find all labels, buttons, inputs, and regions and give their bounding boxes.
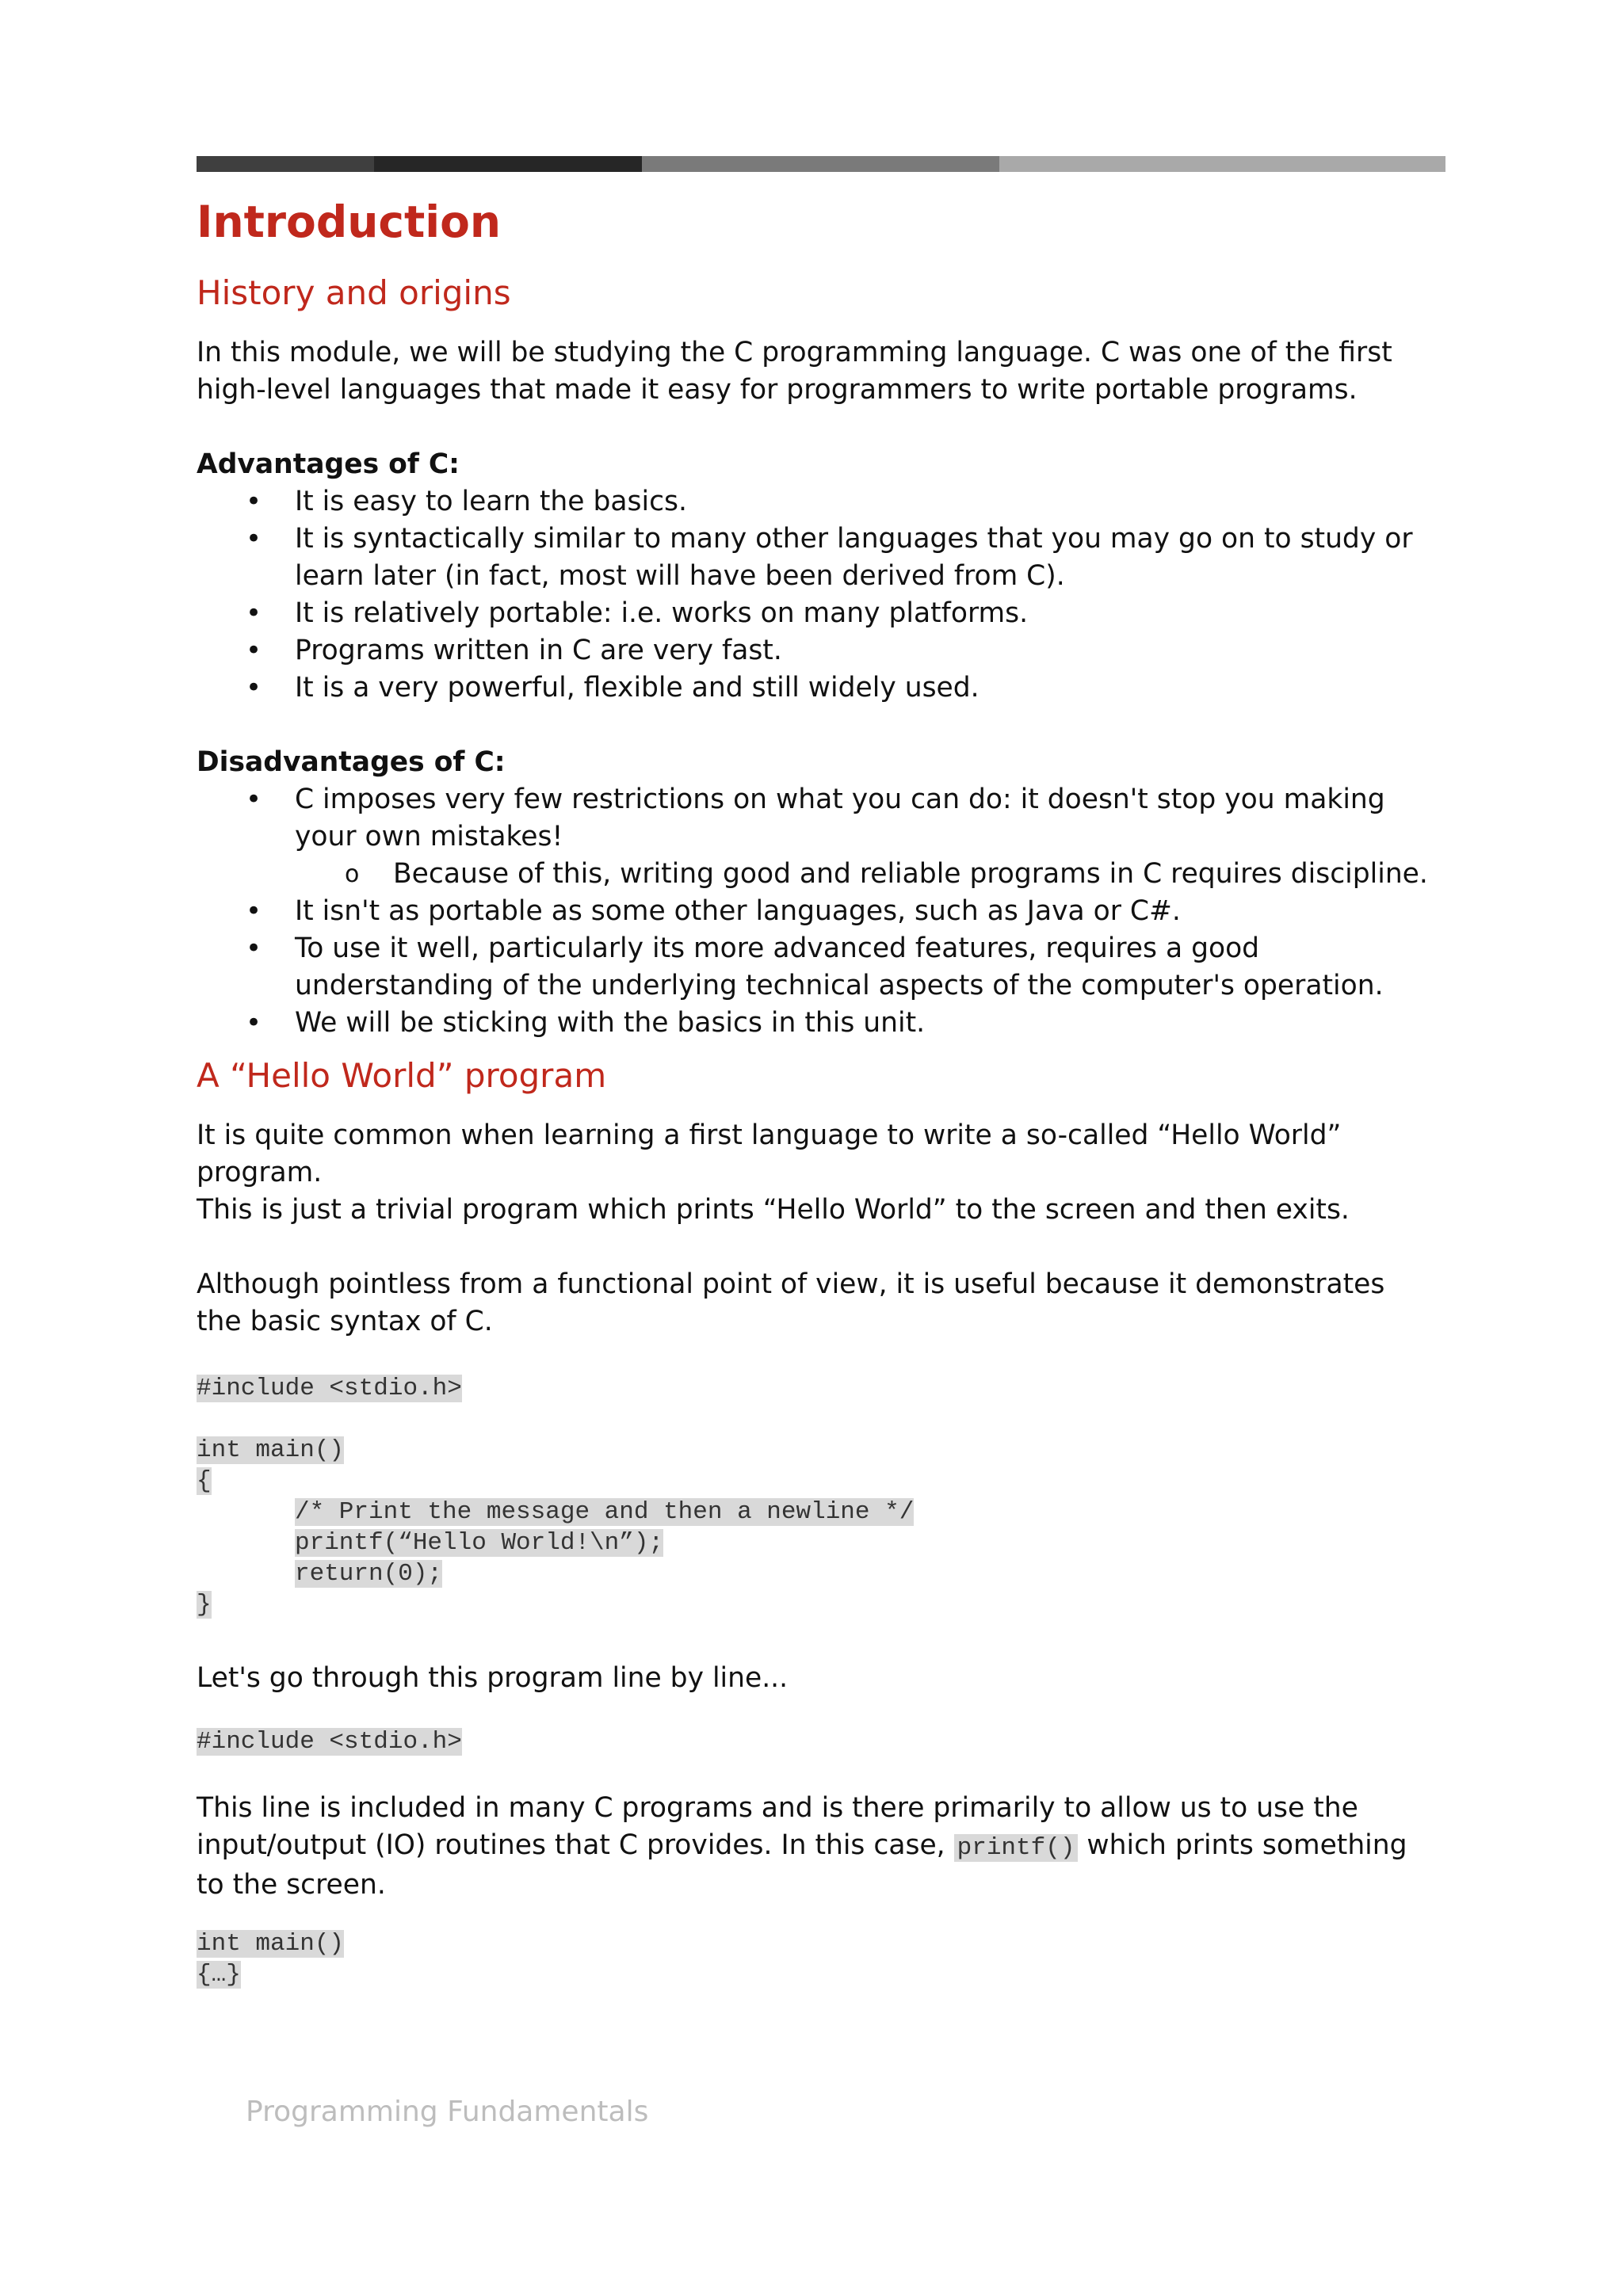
code-line: }	[197, 1591, 212, 1619]
code-line: int main()	[197, 1436, 345, 1464]
code-block-include	[197, 1373, 462, 1404]
header-decoration-bar	[197, 156, 1445, 172]
disadvantages-list	[197, 781, 1433, 1042]
code-line: #include <stdio.h>	[197, 1375, 462, 1402]
code-block-include-repeat	[197, 1726, 462, 1757]
list-item: • It is syntactically similar to many other languages that you may go on to study or learn later (in fact, most will have been derived from C).	[197, 521, 1433, 595]
hello-paragraph-2: This is just a trivial program which prints “Hello World” to the screen and then exits.	[197, 1194, 1350, 1226]
list-item: • Programs written in C are very fast.	[197, 632, 1433, 669]
advantages-label: Advantages of C:	[197, 448, 460, 480]
list-item: • It is a very powerful, flexible and still widely used.	[197, 669, 1433, 707]
header-bar-segment	[197, 156, 374, 172]
include-explanation-text: This line is included in many C programs and is there primarily to allow us to use the input/output (IO) routines that C provides. In this case,	[197, 1792, 1358, 1861]
code-block-main-summary	[197, 1928, 344, 1990]
list-item: • It isn't as portable as some other languages, such as Java or C#.	[197, 893, 1433, 930]
code-line: #include <stdio.h>	[197, 1728, 462, 1756]
disadvantages-label: Disadvantages of C:	[197, 746, 506, 778]
list-item: • It is relatively portable: i.e. works on many platforms.	[197, 595, 1433, 632]
include-explanation-text: which prints something to the screen.	[197, 1829, 1407, 1901]
advantages-list	[197, 483, 1433, 707]
header-bar-segment	[374, 156, 642, 172]
hello-paragraph-3: Although pointless from a functional point of view, it is useful because it demonstrates the basic syntax of C.	[197, 1268, 1385, 1337]
page-footer: Programming Fundamentals	[246, 2096, 649, 2128]
page-title: Introduction	[197, 196, 502, 247]
sub-list-item: o Because of this, writing good and reliable programs in C requires discipline.	[197, 856, 1433, 893]
code-line: {	[197, 1467, 212, 1495]
hello-paragraph-1: It is quite common when learning a first language to write a so-called “Hello World” program.	[197, 1119, 1342, 1188]
header-bar-segment	[642, 156, 999, 172]
include-explanation-paragraph	[197, 1790, 1433, 1904]
code-line: return(0);	[295, 1560, 443, 1588]
list-item: • It is easy to learn the basics.	[197, 483, 1433, 521]
code-block-main	[197, 1435, 914, 1620]
code-line: int main()	[197, 1930, 345, 1958]
code-line: {…}	[197, 1961, 241, 1989]
inline-code-printf: printf()	[954, 1834, 1079, 1862]
list-item: • We will be sticking with the basics in this unit.	[197, 1005, 1433, 1042]
walkthrough-paragraph: Let's go through this program line by line...	[197, 1662, 789, 1694]
list-item: • C imposes very few restrictions on what you can do: it doesn't stop you making your own mistakes!	[197, 781, 1433, 856]
list-item: • To use it well, particularly its more advanced features, requires a good understanding of the underlying technical aspects of the computer's operation.	[197, 930, 1433, 1005]
code-line: printf(“Hello World!\n”);	[295, 1529, 664, 1557]
section-heading-history: History and origins	[197, 273, 511, 312]
header-bar-segment	[999, 156, 1445, 172]
history-intro-paragraph: In this module, we will be studying the C programming language. C was one of the first high-level languages that made it easy for programmers to write portable programs.	[197, 337, 1392, 406]
code-comment: /* Print the message and then a newline */	[295, 1498, 915, 1526]
section-heading-hello-world: A “Hello World” program	[197, 1056, 607, 1095]
